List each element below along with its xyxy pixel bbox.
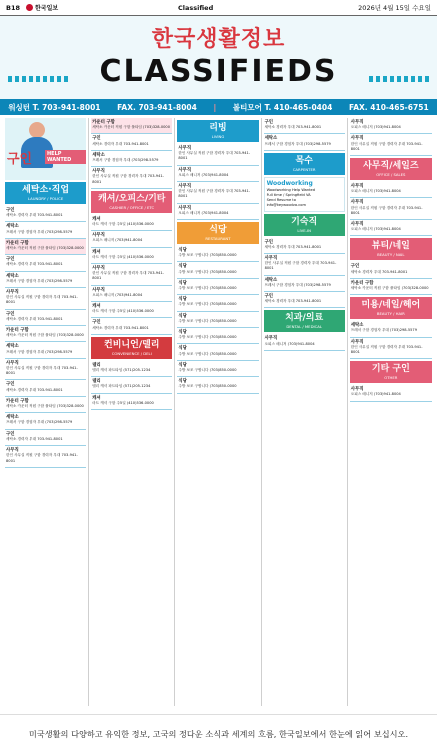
classified-ad: 구인 세탁소 경력자 우대 703-941-8001 — [264, 118, 345, 134]
classified-ad: 구인 세탁소 경력자 우대 703-941-8001 — [5, 255, 86, 271]
classified-ad: 구인 세탁소 경력자 우대 703-941-8001 — [91, 318, 172, 334]
contact-bar — [0, 99, 437, 115]
category-banner: 컨비니언/델리 CONVENIENCE / DELI — [91, 337, 172, 359]
classified-ad: 사무직 오피스 매니저 (703)941-8004 — [264, 334, 345, 350]
classified-ad: 식당 주방 보조 구합니다 (703)850-0000 — [177, 312, 258, 328]
classified-ad: 사무직 한인 사무실 직원 구함 경력자 우대 703-941-8001 — [5, 288, 86, 310]
classified-ad: 식당 주방 보조 구합니다 (703)850-0000 — [177, 344, 258, 360]
classified-ad: 캐셔 마트 캐셔 구함 주5일 (410)536-0000 — [91, 302, 172, 318]
help-label-ko: 구인 — [7, 152, 33, 167]
classified-ad: 구인 세탁소 경력자 우대 703-941-8001 — [264, 292, 345, 308]
category-banner: 식당 RESTAURANT — [177, 222, 258, 244]
classified-ad: 사무직 한인 사무실 직원 구함 경력자 우대 703-941-8001 — [91, 167, 172, 189]
classified-ad: 델리 델리 캐셔 파트타임 (571)205-1234 — [91, 361, 172, 377]
classified-ad: 구인 세탁소 경력자 우대 703-941-8001 — [264, 238, 345, 254]
classified-ad: 식당 주방 보조 구합니다 (703)850-0000 — [177, 262, 258, 278]
classified-ad: 사무직 한인 사무실 직원 구함 경력자 우대 703-941-8001 — [177, 144, 258, 166]
classified-ad: 사무직 오피스 매니저 (703)941-8004 — [350, 220, 432, 236]
classified-ad: 식당 주방 보조 구합니다 (703)850-0000 — [177, 246, 258, 262]
category-banner: 리빙 LIVING — [177, 120, 258, 142]
category-banner: 세탁소·직업 LAUNDRY / POLICE — [5, 182, 86, 204]
classified-ad: 사무직 오피스 매니저 (703)941-8004 — [91, 231, 172, 247]
category-banner: 미용/네일/헤어 BEAUTY / HAIR — [350, 297, 432, 319]
dc-fax: FAX. 703-941-8004 — [117, 102, 197, 112]
classified-ad: 구인 세탁소 경력자 우대 703-941-8001 — [5, 380, 86, 396]
category-banner: 목수 CARPENTER — [264, 153, 345, 175]
baltimore-phone: 볼티모어 T. 410-465-0404 — [232, 102, 333, 112]
issue-date: 2026년 4월 15일 수요일 — [358, 4, 431, 12]
classified-ad: 카운터 구함 세탁소 카운터 직원 구함 풀타임 (703)328-0000 — [5, 239, 86, 255]
classified-ad: 사무직 오피스 매니저 (703)941-8004 — [91, 286, 172, 302]
woodworking-line: Send Resume to — [266, 198, 296, 203]
classified-ad: 식당 주방 보조 구합니다 (703)850-0000 — [177, 377, 258, 393]
classified-ad: 사무직 한인 사무실 직원 구함 경력자 우대 703-941-8001 — [5, 446, 86, 468]
classified-ad: 사무직 한인 사무실 직원 구함 경력자 우대 703-941-8001 — [350, 134, 432, 156]
classified-ad: 세탁소 프레서 구함 경험자 우대 (703)298-5579 — [264, 276, 345, 292]
woodworking-ad — [264, 177, 345, 212]
classified-ad: 세탁소 프레서 구함 경험자 우대 (703)298-5579 — [5, 272, 86, 288]
column-4 — [262, 118, 348, 706]
classified-ad: 사무직 한인 사무실 직원 구함 경력자 우대 703-941-8001 — [350, 198, 432, 220]
woodworking-title: Woodworking — [266, 179, 313, 187]
classified-ad: 카운터 구함 세탁소 카운터 직원 구함 풀타임 (703)328-0000 — [350, 279, 432, 295]
masthead-title-en: CLASSIFIEDS — [99, 54, 338, 89]
classified-ad: 세탁소 프레서 구함 경험자 우대 (703)298-5579 — [5, 413, 86, 429]
classified-ad: 사무직 한인 사무실 직원 구함 경력자 우대 703-941-8001 — [264, 254, 345, 276]
classified-ad: 델리 델리 캐셔 파트타임 (571)205-1234 — [91, 377, 172, 393]
classified-ad: 구인 세탁소 경력자 우대 703-941-8001 — [5, 430, 86, 446]
top-bar — [0, 0, 437, 16]
classified-ad: 구인 세탁소 경력자 우대 703-941-8001 — [5, 206, 86, 222]
classified-ad: 사무직 오피스 매니저 (703)941-8004 — [177, 166, 258, 182]
classified-ad: 사무직 한인 사무실 직원 구함 경력자 우대 703-941-8001 — [91, 264, 172, 286]
classified-ad: 사무직 오피스 매니저 (703)941-8004 — [350, 118, 432, 134]
classified-ad: 구인 세탁소 경력자 우대 703-941-8001 — [5, 310, 86, 326]
classified-ad: 캐셔 마트 캐셔 구함 주5일 (410)536-0000 — [91, 394, 172, 410]
newspaper-logo — [26, 3, 58, 12]
classified-ad: 사무직 오피스 매니저 (703)941-8004 — [177, 204, 258, 220]
classified-columns — [3, 118, 434, 706]
classified-ad: 구인 세탁소 경력자 우대 703-941-8001 — [350, 262, 432, 278]
category-banner: 뷰티/네일 BEAUTY / NAIL — [350, 238, 432, 260]
help-label-en: HELP WANTED — [45, 150, 86, 164]
classified-ad: 식당 주방 보조 구합니다 (703)850-0000 — [177, 361, 258, 377]
woodworking-line: Woodworking Help Wanted — [266, 187, 316, 192]
classified-ad: 세탁소 프레서 구함 경험자 우대 (703)298-5579 — [5, 222, 86, 238]
classified-ad: 세탁소 프레서 구함 경험자 우대 (703)298-5579 — [91, 151, 172, 167]
classified-ad: 식당 주방 보조 구합니다 (703)850-0000 — [177, 279, 258, 295]
column-1 — [3, 118, 89, 706]
classified-ad: 사무직 한인 사무실 직원 구함 경력자 우대 703-941-8001 — [5, 359, 86, 381]
classified-ad: 세탁소 프레서 구함 경험자 우대 (703)298-5579 — [264, 134, 345, 150]
column-3 — [175, 118, 261, 706]
classified-ad: 카운터 구함 세탁소 카운터 직원 구함 풀타임 (703)328-0000 — [5, 397, 86, 413]
classified-ad: 식당 주방 보조 구합니다 (703)850-0000 — [177, 328, 258, 344]
category-banner: 기타 구인 OTHER — [350, 361, 432, 383]
dc-phone: 워싱턴 T. 703-941-8001 — [8, 102, 101, 112]
classified-ad: 세탁소 프레서 구함 경험자 우대 (703)298-5579 — [5, 342, 86, 358]
woodworking-line: Full time / Springfield VA — [266, 193, 311, 198]
category-banner: 캐셔/오피스/기타 CASHIER / OFFICE / ETC — [91, 191, 172, 213]
footer-slogan — [0, 714, 437, 754]
masthead-title-ko: 한국생활정보 — [151, 27, 286, 52]
classified-ad: 카운터 구함 세탁소 카운터 직원 구함 풀타임 (703)328-0000 — [5, 326, 86, 342]
classified-ad: 사무직 오피스 매니저 (703)941-8004 — [350, 182, 432, 198]
page-number: B18 — [6, 3, 20, 12]
category-banner: 치과/의료 DENTAL / MEDICAL — [264, 310, 345, 332]
classified-ad: 세탁소 프레서 구함 경험자 우대 (703)298-5579 — [350, 321, 432, 337]
divider: | — [213, 102, 217, 112]
classified-ad: 사무직 한인 사무실 직원 구함 경력자 우대 703-941-8001 — [350, 338, 432, 360]
classified-ad: 식당 주방 보조 구합니다 (703)850-0000 — [177, 295, 258, 311]
category-banner: 기숙직 LIVE-IN — [264, 214, 345, 236]
classified-ad: 캐셔 마트 캐셔 구함 주5일 (410)536-0000 — [91, 248, 172, 264]
logo-text: 한국일보 — [35, 5, 59, 12]
column-5 — [348, 118, 434, 706]
classified-ad: 구인 세탁소 경력자 우대 703-941-8001 — [91, 134, 172, 150]
classified-ad: 사무직 오피스 매니저 (703)941-8004 — [350, 385, 432, 401]
footer-text: 미국생활의 다양하고 유익한 정보, 고국의 정다운 소식과 세계의 흐름, 한국일보에서 한눈에 읽어 보십시오. — [28, 729, 409, 739]
help-wanted-box — [5, 118, 86, 180]
logo-icon — [26, 4, 33, 11]
category-banner: 사무직/세일즈 OFFICE / SALES — [350, 158, 432, 180]
column-2 — [89, 118, 175, 706]
woodworking-line: info@keywoodva.com — [266, 203, 306, 208]
section-name: Classified — [178, 3, 214, 12]
classified-ad: 캐셔 마트 캐셔 구함 주5일 (410)536-0000 — [91, 215, 172, 231]
classified-ad: 카운터 구함 세탁소 카운터 직원 구함 풀타임 (703)328-0000 — [91, 118, 172, 134]
classified-ad: 사무직 한인 사무실 직원 구함 경력자 우대 703-941-8001 — [177, 182, 258, 204]
baltimore-fax: FAX. 410-465-6751 — [348, 102, 429, 112]
